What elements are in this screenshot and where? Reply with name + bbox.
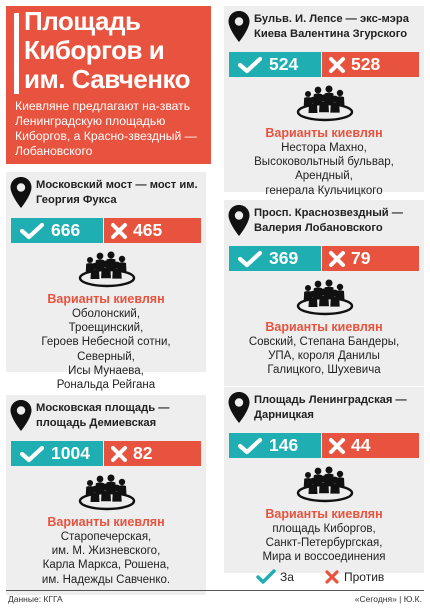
variant-item: Карла Маркса, Рошена, <box>42 559 170 572</box>
crowd-icon <box>296 277 354 317</box>
variants-heading: Варианты киевлян <box>265 507 383 521</box>
variant-item: Санкт-Петербургская, <box>265 537 383 550</box>
variants-list <box>6 307 206 392</box>
variant-item: Совский, Степана Бандеры, <box>248 336 400 348</box>
location-pin-icon <box>9 399 33 433</box>
check-icon <box>237 250 263 268</box>
variants-heading: Варианты киевлян <box>47 515 165 529</box>
variant-item: Арендный, <box>295 170 353 183</box>
variant-item: генерала Кульчицкого <box>265 184 383 197</box>
crowd-icon <box>78 472 136 512</box>
check-icon <box>256 569 276 585</box>
variant-item: Галицкого, Шухевича <box>267 364 381 377</box>
variant-item: Нестора Махно, <box>281 142 367 154</box>
vote-bar <box>11 441 201 466</box>
vote-bar <box>229 52 419 77</box>
votes-for-count: 1004 <box>51 443 90 463</box>
street-card-moscow-square <box>6 395 206 595</box>
location-pin-icon <box>227 10 251 44</box>
variant-item: им. Надежды Савченко. <box>41 573 171 586</box>
variant-item: Северный, <box>77 350 135 363</box>
check-icon <box>19 222 45 240</box>
street-card-moscow-bridge <box>6 172 206 392</box>
votes-against <box>104 218 201 243</box>
legend-no-label: Против <box>344 570 385 584</box>
location-pin-icon <box>9 176 33 210</box>
variant-item: площадь Киборгов, <box>272 523 376 535</box>
votes-against-count: 44 <box>351 435 371 455</box>
variant-item: Исы Мунаева, <box>68 364 144 377</box>
cross-icon <box>328 437 346 455</box>
variant-item: Старопечерская, <box>60 531 152 543</box>
check-icon <box>237 437 263 455</box>
street-rename-title: Просп. Краснозвездный — Валерия Лобановского <box>254 207 403 234</box>
location-pin-icon <box>227 391 251 425</box>
footer-divider <box>6 590 424 591</box>
cross-icon <box>110 445 128 463</box>
headline-accent-bar <box>14 13 19 94</box>
cross-icon <box>328 250 346 268</box>
votes-for <box>229 246 321 271</box>
source-note: Данные: КГГА <box>8 594 63 604</box>
cross-icon <box>324 569 340 585</box>
cross-icon <box>328 56 346 74</box>
street-card-krasnozvezdny-avenue <box>224 200 424 386</box>
vote-bar <box>229 246 419 271</box>
votes-against <box>322 433 419 458</box>
votes-for <box>11 441 103 466</box>
variants-heading: Варианты киевлян <box>265 320 383 334</box>
votes-against <box>322 246 419 271</box>
votes-for-count: 369 <box>269 248 299 268</box>
check-icon <box>19 445 45 463</box>
votes-for-count: 146 <box>269 435 299 455</box>
variant-item: УПА, короля Данилы <box>268 350 380 363</box>
street-card-leningradskaya-square <box>224 387 424 573</box>
variants-list <box>224 335 424 378</box>
votes-against <box>322 52 419 77</box>
page-title: Площадь Киборгов и им. Савченко <box>24 6 191 94</box>
location-pin-icon <box>227 204 251 238</box>
vote-bar <box>11 218 201 243</box>
votes-for <box>229 433 321 458</box>
votes-for <box>229 52 321 77</box>
cross-icon <box>110 222 128 240</box>
votes-against <box>104 441 201 466</box>
street-rename-title: Площадь Ленинградская — Дарницкая <box>254 394 407 421</box>
variant-item: Рональда Рейгана <box>56 379 156 392</box>
variant-item: им. М. Жизневского, <box>51 545 161 558</box>
votes-against-count: 82 <box>133 443 153 463</box>
headline-panel <box>6 6 211 164</box>
check-icon <box>237 56 263 74</box>
legend-yes-label: За <box>280 570 294 584</box>
variant-item: Оболонский, <box>71 308 141 320</box>
variants-list <box>6 530 206 587</box>
votes-for-count: 524 <box>269 54 299 74</box>
votes-against-count: 465 <box>133 220 163 240</box>
variant-item: Троещинский, <box>68 322 144 335</box>
variant-item: Высоковольтный бульвар, <box>254 156 394 169</box>
variant-item: Героев Небесной сотни, <box>41 336 171 349</box>
votes-against-count: 79 <box>351 248 371 268</box>
votes-for-count: 666 <box>51 220 81 240</box>
street-rename-title: Московская площадь — площадь Демиевская <box>36 402 170 429</box>
variant-item: Мира и воссоединения <box>262 551 386 564</box>
page-subtitle: Киевляне предлагают на-звать Ленинградскую площадью Киборгов, а Красно-звездный — Лобановского <box>15 99 197 158</box>
crowd-icon <box>296 83 354 123</box>
variants-list <box>224 141 424 198</box>
street-rename-title: Бульв. И. Лепсе — экс-мэра Киева Валентина Згурского <box>254 13 409 40</box>
votes-against-count: 528 <box>351 54 381 74</box>
crowd-icon <box>296 464 354 504</box>
vote-bar <box>229 433 419 458</box>
street-rename-title: Московский мост — мост им. Георгия Фукса <box>36 179 198 206</box>
variants-heading: Варианты киевлян <box>47 292 165 306</box>
street-card-lepse-boulevard <box>224 6 424 197</box>
variants-list <box>224 522 424 565</box>
legend <box>256 568 416 586</box>
variants-heading: Варианты киевлян <box>265 126 383 140</box>
crowd-icon <box>78 249 136 289</box>
credit-note: «Сегодня» | Ю.К. <box>354 594 422 604</box>
votes-for <box>11 218 103 243</box>
